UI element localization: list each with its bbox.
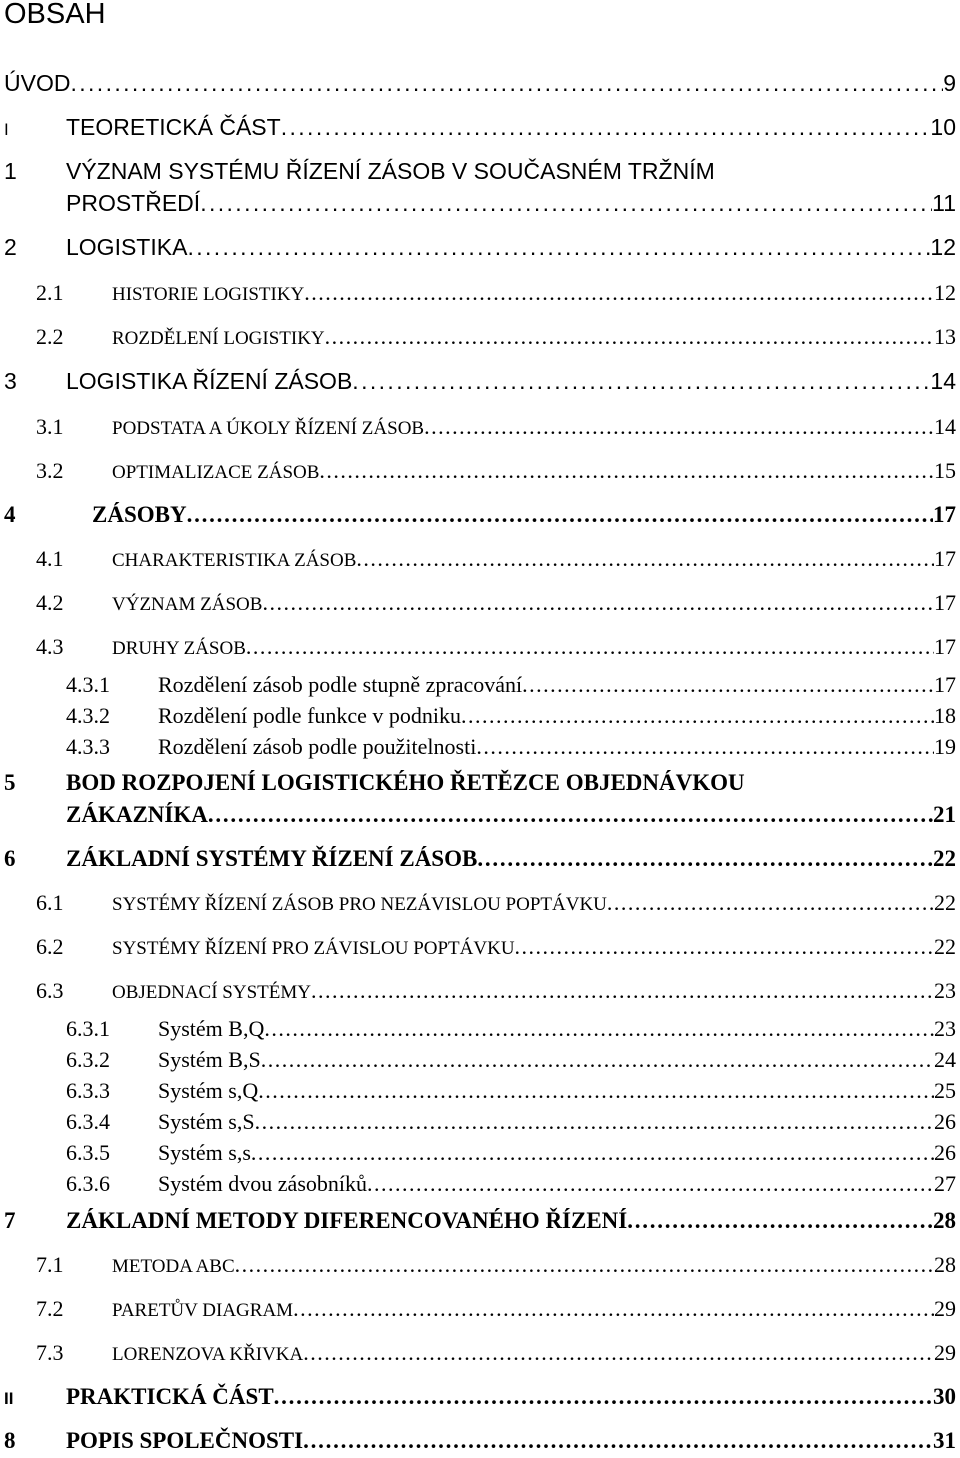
toc-entry-page: 10 (930, 114, 956, 140)
toc-entry-number: 6.3.4 (66, 1109, 110, 1134)
toc-entry-page: 23 (934, 1016, 956, 1041)
toc-entry-text: VÝZNAM ZÁSOB (112, 594, 263, 615)
toc-entry-number: 2 (4, 234, 17, 260)
toc-entry-page: 18 (934, 703, 956, 728)
toc-entry-7-2[interactable] (36, 1296, 956, 1326)
leader-dots (261, 1047, 934, 1073)
toc-entry-page: 19 (934, 734, 956, 759)
toc-entry-text: VÝZNAM SYSTÉMU ŘÍZENÍ ZÁSOB V SOUČASNÉM TRŽNÍM (66, 158, 715, 184)
toc-entry-number: 4.3 (36, 634, 64, 659)
toc-entry-number: 3.2 (36, 458, 64, 483)
toc-entry-7[interactable] (4, 1208, 956, 1238)
toc-entry-number: 4.1 (36, 546, 64, 571)
toc-entry-page: 11 (932, 190, 956, 216)
toc-entry-text: Systém B,S (158, 1047, 261, 1072)
toc-entry-number: 6.3 (36, 978, 64, 1003)
toc-entry-number: 3 (4, 368, 17, 394)
toc-entry-text: ZÁKLADNÍ SYSTÉMY ŘÍZENÍ ZÁSOB (66, 846, 478, 871)
toc-entry-page: 9 (943, 70, 956, 96)
toc-entry-number: 4.3.2 (66, 703, 110, 728)
toc-entry-page: 30 (933, 1384, 956, 1409)
leader-dots (607, 890, 934, 916)
toc-entry-text: Rozdělení zásob podle použitelnosti (158, 734, 477, 759)
toc-entry-text-cont: PROSTŘEDÍ (66, 190, 201, 216)
toc-entry-number: 8 (4, 1428, 16, 1453)
toc-entry-text: PODSTATA A ÚKOLY ŘÍZENÍ ZÁSOB (112, 418, 425, 439)
leader-dots (303, 1428, 933, 1454)
leader-dots (477, 846, 933, 872)
toc-entry-number: 6 (4, 846, 16, 871)
toc-entry-page: 26 (934, 1109, 956, 1134)
leader-dots (367, 1171, 934, 1197)
leader-dots (255, 1109, 934, 1135)
toc-entry-4-3[interactable] (36, 634, 956, 664)
leader-dots (522, 672, 934, 698)
leader-dots (461, 703, 934, 729)
toc-entry-part-2[interactable] (4, 1384, 956, 1414)
toc-entry-2-1[interactable] (36, 280, 956, 310)
toc-entry-text: CHARAKTERISTIKA ZÁSOB (112, 550, 357, 571)
toc-entry-text: Systém s,s (158, 1140, 251, 1165)
toc-entry-text: LORENZOVA KŘIVKA (112, 1344, 304, 1365)
toc-entry-6-3-6[interactable] (66, 1171, 956, 1201)
leader-dots (70, 70, 943, 97)
toc-entry-text: PARETŮV DIAGRAM (112, 1300, 294, 1321)
toc-entry-page: 17 (934, 590, 956, 615)
leader-dots (262, 590, 934, 616)
leader-dots (311, 978, 934, 1004)
leader-dots (264, 1016, 934, 1042)
toc-entry-5[interactable] (66, 802, 956, 832)
toc-entry-page: 12 (930, 234, 956, 260)
toc-entry-page: 13 (934, 324, 956, 349)
toc-entry-number: 6.3.1 (66, 1016, 110, 1041)
toc-entry-page: 25 (934, 1078, 956, 1103)
toc-entry-page: 14 (930, 368, 956, 394)
toc-entry-6-3-5[interactable] (66, 1140, 956, 1170)
toc-entry-text: LOGISTIKA ŘÍZENÍ ZÁSOB (66, 368, 353, 394)
toc-entry-number: 6.2 (36, 934, 64, 959)
toc-entry-text: Systém dvou zásobníků (158, 1171, 367, 1196)
leader-dots (325, 324, 934, 350)
toc-entry-number: 1 (4, 158, 17, 184)
toc-entry-1[interactable] (66, 190, 956, 220)
toc-entry-number: 6.3.3 (66, 1078, 110, 1103)
toc-entry-text: DRUHY ZÁSOB (112, 638, 246, 659)
toc-entry-number: 4.3.1 (66, 672, 110, 697)
toc-entry-number: 6.3.2 (66, 1047, 110, 1072)
toc-entry-6-3[interactable] (36, 978, 956, 1008)
toc-entry-text: ROZDĚLENÍ LOGISTIKY (112, 328, 325, 349)
leader-dots (274, 1384, 933, 1410)
toc-entry-page: 22 (934, 934, 956, 959)
toc-entry-3-1[interactable] (36, 414, 956, 444)
toc-entry-text-cont: ZÁKAZNÍKA (66, 802, 208, 827)
toc-entry-number: 5 (4, 770, 16, 795)
leader-dots (352, 368, 930, 395)
toc-entry-page: 21 (933, 802, 956, 827)
toc-entry-page: 27 (934, 1171, 956, 1196)
toc-entry-number: 6.3.5 (66, 1140, 110, 1165)
toc-entry-page: 29 (934, 1296, 956, 1321)
leader-dots (424, 414, 934, 440)
toc-entry-4-1[interactable] (36, 546, 956, 576)
toc-entry-6-3-4[interactable] (66, 1109, 956, 1139)
toc-entry-5-line1[interactable] (4, 770, 745, 796)
toc-entry-page: 28 (933, 1208, 956, 1233)
toc-entry-text: Systém s,Q (158, 1078, 259, 1103)
toc-entry-number: 7.3 (36, 1340, 64, 1365)
leader-dots (627, 1208, 933, 1234)
toc-entry-page: 17 (934, 672, 956, 697)
toc-entry-number: 2.2 (36, 324, 64, 349)
toc-entry-6-3-2[interactable] (66, 1047, 956, 1077)
toc-entry-text: Systém s,S (158, 1109, 255, 1134)
toc-entry-2-2[interactable] (36, 324, 956, 354)
leader-dots (303, 1340, 934, 1366)
toc-entry-page: 17 (933, 502, 956, 527)
toc-entry-number: 3.1 (36, 414, 64, 439)
leader-dots (319, 458, 934, 484)
toc-entry-page: 26 (934, 1140, 956, 1165)
toc-entry-number: 4 (4, 502, 16, 527)
toc-entry-text: Systém B,Q (158, 1016, 265, 1041)
toc-entry-1-line1[interactable] (4, 158, 715, 185)
toc-entry-page: 22 (933, 846, 956, 871)
toc-entry-number: I (4, 120, 9, 139)
toc-entry-3[interactable] (4, 368, 956, 398)
toc-entry-6-3-1[interactable] (66, 1016, 956, 1046)
toc-entry-3-2[interactable] (36, 458, 956, 488)
toc-entry-text: TEORETICKÁ ČÁST (66, 114, 281, 140)
toc-entry-page: 24 (934, 1047, 956, 1072)
toc-entry-text: Rozdělení zásob podle stupně zpracování (158, 672, 523, 697)
toc-entry-page: 23 (934, 978, 956, 1003)
toc-entry-number: 7 (4, 1208, 16, 1233)
toc-entry-text: OPTIMALIZACE ZÁSOB (112, 462, 320, 483)
toc-entry-page: 29 (934, 1340, 956, 1365)
leader-dots (476, 734, 934, 760)
toc-entry-4-2[interactable] (36, 590, 956, 620)
toc-entry-number: 6.3.6 (66, 1171, 110, 1196)
toc-entry-page: 15 (934, 458, 956, 483)
leader-dots (246, 634, 934, 660)
toc-entry-number: 7.1 (36, 1252, 64, 1277)
toc-entry-6[interactable] (4, 846, 956, 876)
toc-entry-page: 12 (934, 280, 956, 305)
toc-entry-text: METODA ABC (112, 1256, 235, 1277)
toc-entry-page: 17 (934, 634, 956, 659)
toc-entry-number: 6.1 (36, 890, 64, 915)
toc-entry-text: ÚVOD (4, 70, 71, 96)
toc-entry-uvod[interactable] (4, 70, 956, 100)
toc-entry-number: 4.3.3 (66, 734, 110, 759)
toc-entry-text: OBJEDNACÍ SYSTÉMY (112, 982, 311, 1003)
leader-dots (187, 234, 930, 261)
toc-entry-text: SYSTÉMY ŘÍZENÍ PRO ZÁVISLOU POPTÁVKU (112, 938, 515, 959)
leader-dots (251, 1140, 934, 1166)
leader-dots (208, 802, 933, 828)
toc-entry-page: 14 (934, 414, 956, 439)
toc-entry-text: ZÁKLADNÍ METODY DIFERENCOVANÉHO ŘÍZENÍ (66, 1208, 628, 1233)
leader-dots (235, 1252, 934, 1278)
leader-dots (515, 934, 934, 960)
toc-entry-text: BOD ROZPOJENÍ LOGISTICKÉHO ŘETĚZCE OBJEDNÁVKOU (66, 770, 745, 795)
toc-entry-6-3-3[interactable] (66, 1078, 956, 1108)
toc-entry-number: 4.2 (36, 590, 64, 615)
toc-entry-text: LOGISTIKA (66, 234, 188, 260)
toc-entry-2[interactable] (4, 234, 956, 264)
toc-entry-text: ZÁSOBY (92, 502, 187, 527)
toc-entry-text: HISTORIE LOGISTIKY (112, 284, 305, 305)
leader-dots (356, 546, 934, 572)
leader-dots (281, 114, 931, 141)
leader-dots (304, 280, 934, 306)
toc-title: OBSAH (4, 0, 106, 30)
toc-entry-text: Rozdělení podle funkce v podniku (158, 703, 462, 728)
toc-entry-page: 22 (934, 890, 956, 915)
toc-entry-4-3-3[interactable] (66, 734, 956, 764)
leader-dots (187, 502, 933, 528)
toc-entry-part-1[interactable] (4, 114, 956, 144)
toc-entry-page: 28 (934, 1252, 956, 1277)
leader-dots (293, 1296, 934, 1322)
toc-entry-7-3[interactable] (36, 1340, 956, 1370)
toc-entry-8[interactable] (4, 1428, 956, 1458)
toc-entry-7-1[interactable] (36, 1252, 956, 1282)
toc-entry-4-3-1[interactable] (66, 672, 956, 702)
toc-entry-number: II (4, 1389, 14, 1408)
toc-entry-6-1[interactable] (36, 890, 956, 920)
toc-entry-number: 7.2 (36, 1296, 64, 1321)
toc-entry-text: PRAKTICKÁ ČÁST (66, 1384, 274, 1409)
toc-entry-text: POPIS SPOLEČNOSTI (66, 1428, 304, 1453)
toc-entry-number: 2.1 (36, 280, 64, 305)
toc-entry-page: 17 (934, 546, 956, 571)
toc-entry-4-3-2[interactable] (66, 703, 956, 733)
leader-dots (200, 190, 932, 217)
leader-dots (258, 1078, 934, 1104)
toc-entry-page: 31 (933, 1428, 956, 1453)
toc-entry-text: SYSTÉMY ŘÍZENÍ ZÁSOB PRO NEZÁVISLOU POPTÁVKU (112, 894, 607, 915)
toc-entry-4[interactable] (4, 502, 956, 532)
toc-entry-6-2[interactable] (36, 934, 956, 964)
